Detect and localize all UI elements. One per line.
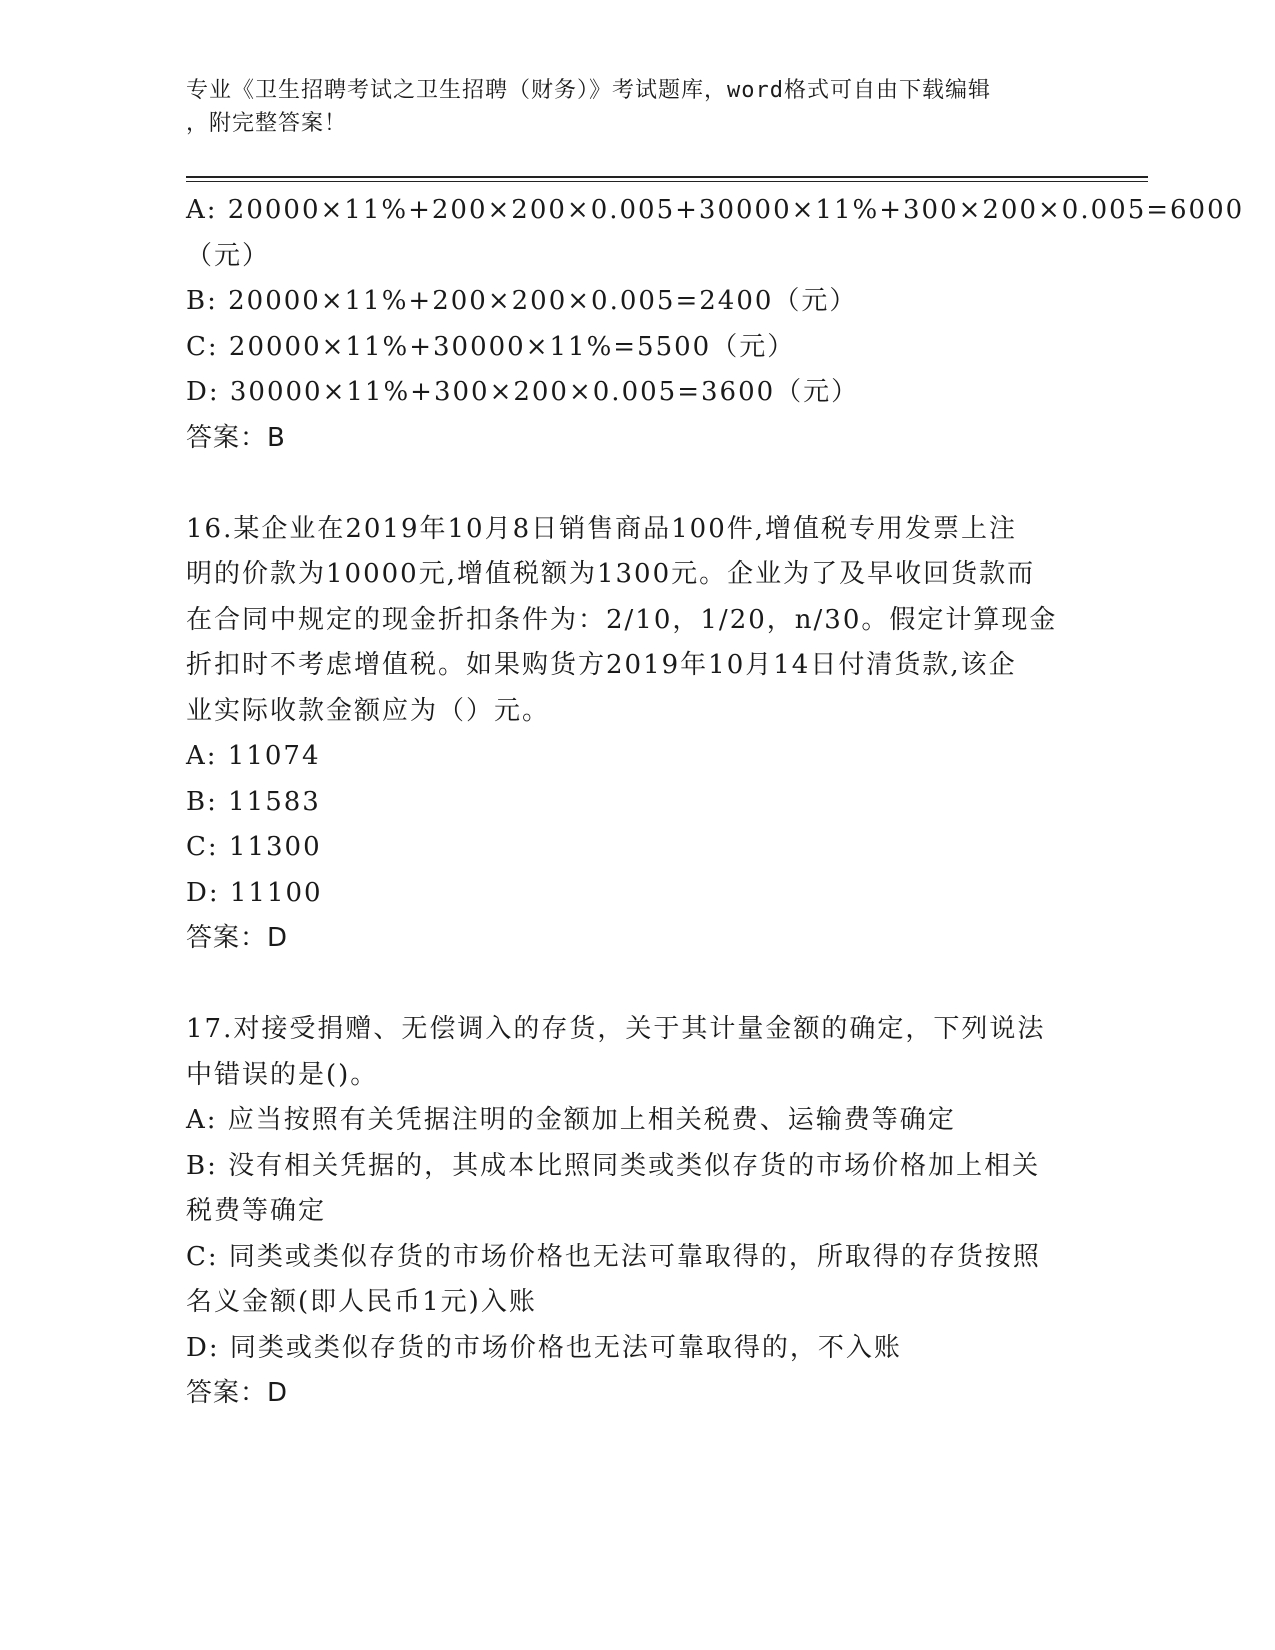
spacer: [186, 461, 1086, 507]
header-line-1: 专业《卫生招聘考试之卫生招聘（财务）》考试题库，word格式可自由下载编辑: [186, 78, 991, 103]
q17-option-c-line-1: C: 同类或类似存货的市场价格也无法可靠取得的，所取得的存货按照: [186, 1241, 1041, 1272]
q17-stem-line-1: 17.对接受捐赠、无偿调入的存货，关于其计量金额的确定，下列说法: [186, 1014, 1046, 1044]
q16-option-d: D: 11100: [186, 877, 323, 908]
spacer: [186, 962, 1086, 1008]
q16-answer: 答案：D: [186, 923, 289, 953]
header-divider-thin: [186, 181, 1148, 182]
q17-option-a: A: 应当按照有关凭据注明的金额加上相关税费、运输费等确定: [186, 1105, 956, 1135]
q16-option-c: C: 11300: [186, 832, 322, 862]
q15-option-a-line-2: （元）: [186, 240, 271, 271]
q17-option-b-line-2: 税费等确定: [186, 1196, 327, 1226]
question-16: [186, 507, 1086, 962]
q17-option-b-line-1: B: 没有相关凭据的，其成本比照同类或类似存货的市场价格加上相关: [186, 1150, 1041, 1181]
q17-option-c-line-2: 名义金额(即人民币1元)入账: [186, 1287, 537, 1317]
q16-option-b: B: 11583: [186, 786, 321, 817]
header-line-2: ，附完整答案！: [186, 111, 348, 136]
q17-stem-line-2: 中错误的是()。: [186, 1059, 379, 1090]
q16-option-a: A: 11074: [186, 741, 321, 771]
question-content: [186, 188, 1245, 1417]
q17-answer: 答案：D: [186, 1378, 289, 1408]
q16-stem-line-2: 明的价款为10000元,增值税额为1300元。企业为了及早收回货款而: [186, 559, 1036, 589]
q15-option-c: C: 20000×11%+30000×11%=5500（元）: [186, 331, 796, 362]
question-15: [186, 188, 1245, 461]
question-17: [186, 1007, 1086, 1417]
q16-stem-line-5: 业实际收款金额应为（）元。: [186, 695, 551, 726]
header-divider-thick: [186, 176, 1148, 178]
q16-stem-line-3: 在合同中规定的现金折扣条件为：2/10，1/20，n/30。假定计算现金: [186, 604, 1058, 635]
q16-stem-line-4: 折扣时不考虑增值税。如果购货方2019年10月14日付清货款,该企: [186, 650, 1017, 680]
q15-option-a-line-1: A: 20000×11%+200×200×0.005+30000×11%+300×200×0.005=6000: [186, 195, 1245, 225]
q15-option-d: D: 30000×11%+300×200×0.005=3600（元）: [186, 377, 860, 407]
q15-option-b: B: 20000×11%+200×200×0.005=2400（元）: [186, 286, 858, 316]
q15-answer: 答案：B: [186, 422, 286, 453]
q16-stem-line-1: 16.某企业在2019年10月8日销售商品100件,增值税专用发票上注: [186, 513, 1018, 544]
document-header: [186, 74, 1066, 140]
q17-option-d: D: 同类或类似存货的市场价格也无法可靠取得的，不入账: [186, 1332, 902, 1363]
